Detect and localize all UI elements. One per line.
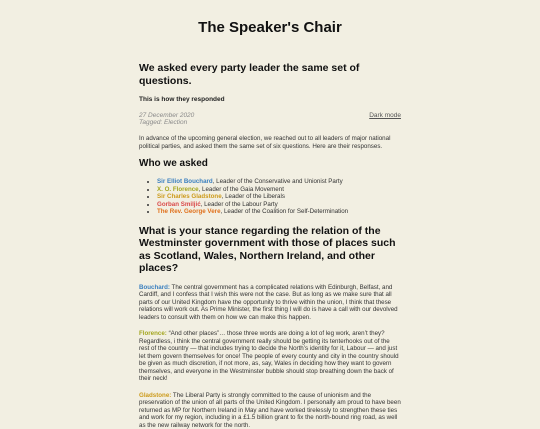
answer-text: “And other places”… those three words are doing a lot of leg work, aren’t they? Regardless, i think the central government really should be getting its tenterhooks out of the rest of the country — that includes trying to decide the North’s identity for it, Labour — and just let them govern themselves for once! The people of every county and city in the country should be given as much discretion, if not more, as, say, Wales in deciding how they want to govern themselves, and everyone in the Westminster bubble should stop breathing down the back of their neck!: [139, 330, 399, 382]
site-title: The Speaker's Chair: [0, 0, 540, 41]
list-item: [157, 208, 401, 216]
post-subtitle: This is how they responded: [139, 96, 401, 104]
leader-desc: , Leader of the Liberals: [222, 193, 285, 200]
post-meta: [139, 112, 401, 126]
post-title: We asked every party leader the same set of questions.: [139, 62, 401, 87]
leader-desc: , Leader of the Coalition for Self-Determination: [221, 208, 349, 215]
answer-paragraph: [139, 284, 401, 322]
list-item: [157, 178, 401, 186]
answer-text: The central government has a complicated relations with Edinburgh, Belfast, and Cardiff, and I confess that I wish this were not the case. But as long as we make sure that all parts of our United Kingdom have the opportunity to thrive within the union, I think that these relations will work out. As Prime Minister, the first thing I will do is have a call with our devolved leaders to consult with them on how we can make this happen.: [139, 284, 398, 321]
answer-paragraph: [139, 392, 401, 429]
list-item: [157, 193, 401, 201]
leaders-list: [139, 178, 401, 216]
answer-speaker: Bouchard:: [139, 284, 170, 291]
leader-desc: , Leader of the Conservative and Unionist Party: [213, 178, 343, 185]
leader-name: X. O. Florence: [157, 186, 199, 193]
leader-name: Sir Charles Gladstone: [157, 193, 222, 200]
post-content: [139, 62, 401, 429]
leader-desc: , Leader of the Labour Party: [201, 201, 278, 208]
answer-paragraph: [139, 330, 401, 383]
who-heading: Who we asked: [139, 158, 401, 169]
answer-speaker: Gladstone:: [139, 392, 171, 399]
leader-desc: , Leader of the Gaia Movement: [199, 186, 284, 193]
leader-name: Gorban Smiljić: [157, 201, 201, 208]
list-item: [157, 201, 401, 209]
leader-name: The Rev. George Vere: [157, 208, 221, 215]
post-tags[interactable]: Tagged: Election: [139, 119, 401, 126]
list-item: [157, 186, 401, 194]
leader-name: Sir Elliot Bouchard: [157, 178, 213, 185]
answer-speaker: Florence:: [139, 330, 167, 337]
dark-mode-toggle[interactable]: Dark mode: [369, 112, 401, 119]
question-heading: What is your stance regarding the relation of the Westminster government with those of places such as Scotland, Wales, Northern Ireland, and other places?: [139, 225, 401, 275]
intro-paragraph: In advance of the upcoming general election, we reached out to all leaders of major national political parties, and asked them the same set of six questions. Here are their responses.: [139, 135, 401, 150]
answer-text: The Liberal Party is strongly committed to the cause of unionism and the preservation of the union of all parts of the United Kingdom. I personally am proud to have been returned as MP for Northern Ireland in May and have worked tirelessly to strengthen these ties and work for my region, including in a £1.5 billion grant to fix the north-bound ring road, as well as the new railway network for the north.: [139, 392, 401, 429]
post-date: 27 December 2020: [139, 112, 401, 119]
